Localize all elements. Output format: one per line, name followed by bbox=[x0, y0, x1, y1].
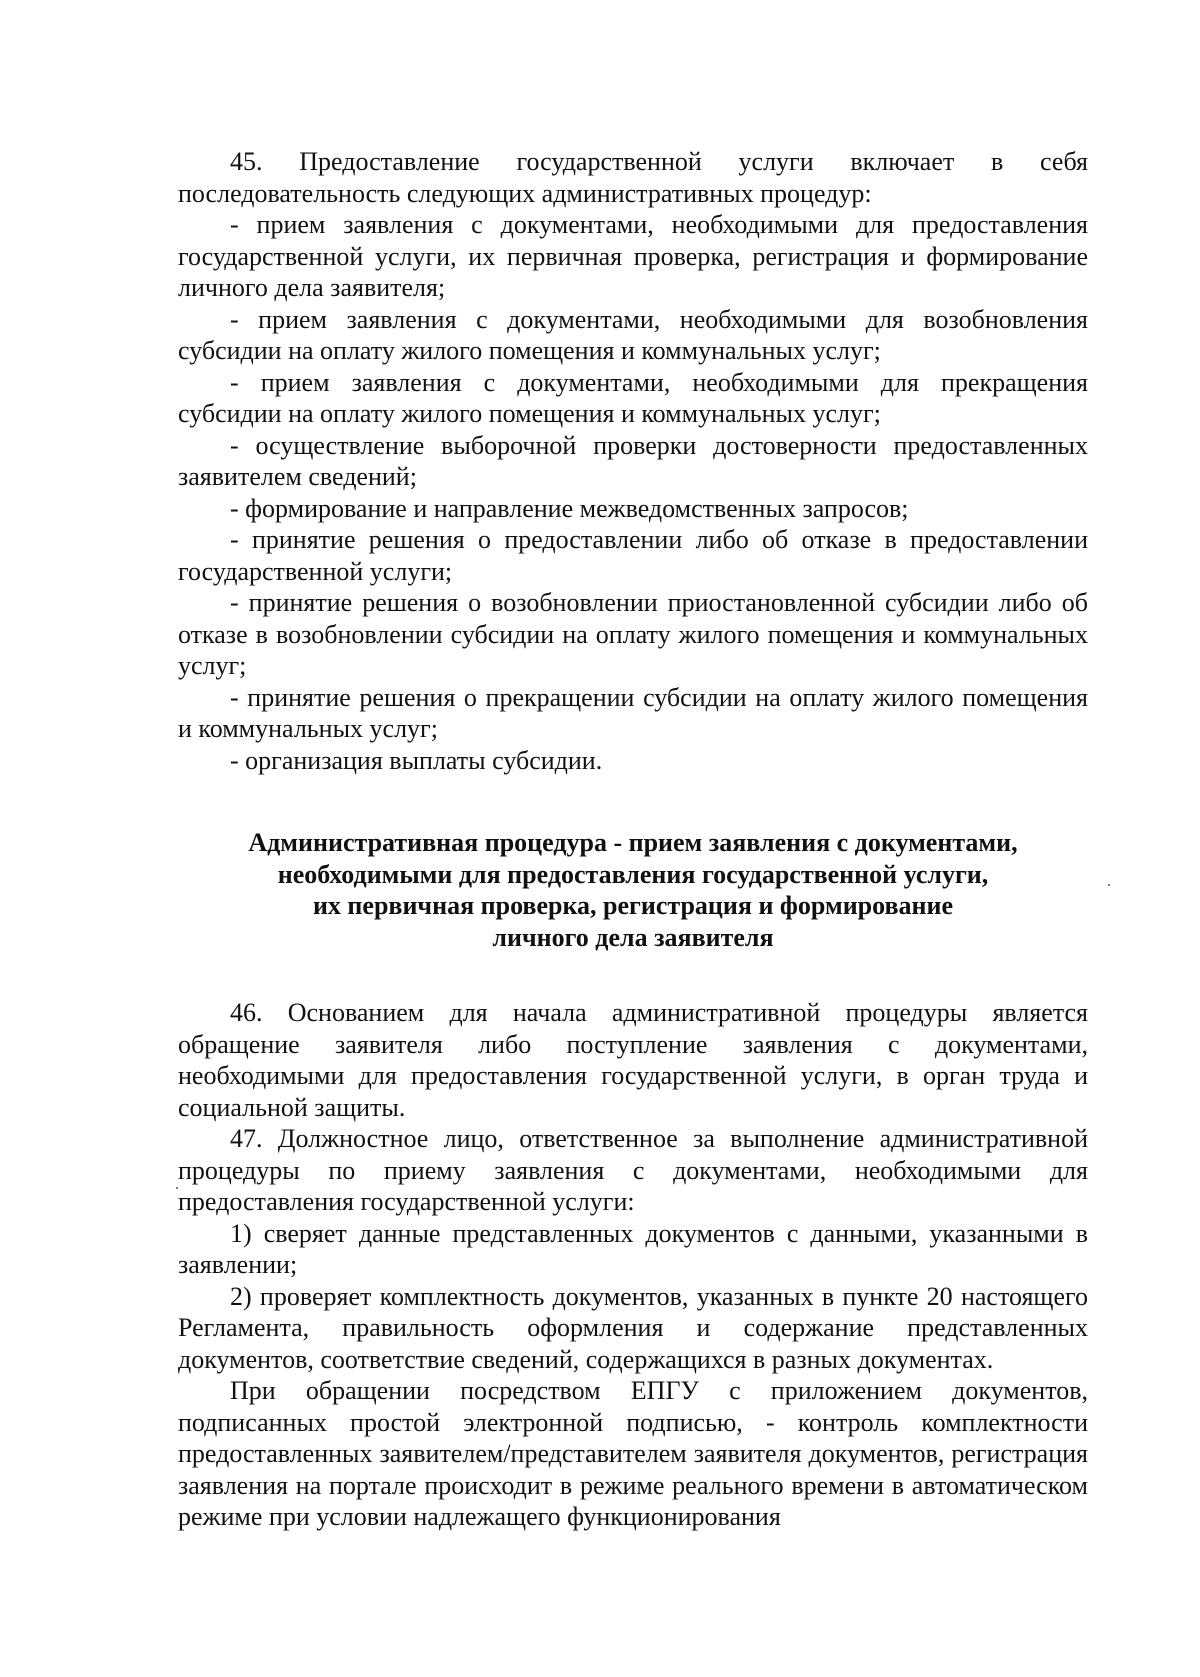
procedure-item: - принятие решения о прекращении субсидии на оплату жилого помещения и коммунальных услуг; bbox=[178, 682, 1088, 743]
procedure-item: - прием заявления с документами, необходимыми для прекращения субсидии на оплату жилого помещения и коммунальных услуг; bbox=[178, 367, 1088, 428]
document-page bbox=[178, 146, 1088, 1533]
procedure-item: - принятие решения о предоставлении либо об отказе в предоставлении государственной услуги; bbox=[178, 525, 1088, 586]
heading-line: необходимыми для предоставления государственной услуги, bbox=[277, 859, 989, 889]
section-47-item-1: 1) сверяет данные представленных документов с данными, указанными в заявлении; bbox=[178, 1218, 1088, 1279]
section-47-item-2: 2) проверяет комплектность документов, указанных в пункте 20 настоящего Регламента, правильность оформления и содержание представленных документов, соответствие сведений, содержащихся в разных документах. bbox=[178, 1281, 1088, 1374]
section-heading bbox=[178, 827, 1088, 953]
section-45-intro: 45. Предоставление государственной услуги включает в себя последовательность следующих административных процедур: bbox=[178, 147, 1088, 208]
scan-speck bbox=[176, 1187, 178, 1189]
procedure-item: - организация выплаты субсидии. bbox=[230, 745, 603, 775]
procedure-item: - прием заявления с документами, необходимыми для возобновления субсидии на оплату жилого помещения и коммунальных услуг; bbox=[178, 304, 1088, 365]
procedure-item: - прием заявления с документами, необходимыми для предоставления государственной услуги, их первичная проверка, регистрация и формирование личного дела заявителя; bbox=[178, 210, 1088, 302]
procedure-item: - осуществление выборочной проверки достоверности предоставленных заявителем сведений; bbox=[178, 430, 1088, 491]
heading-line: личного дела заявителя bbox=[492, 922, 774, 952]
heading-line: Административная процедура - прием заявления с документами, bbox=[248, 828, 1018, 857]
scan-speck bbox=[1108, 884, 1110, 886]
section-47-epgu-text: При обращении посредством ЕПГУ с приложением документов, подписанных простой электронной подписью, - контроль комплектности предоставленных заявителем/представителем заявителя документов, регистрация заявления на портале происходит в режиме реального времени в автоматическом режиме при условии надлежащего функционирования bbox=[178, 1376, 1088, 1531]
procedure-item: - принятие решения о возобновлении приостановленной субсидии либо об отказе в возобновлении субсидии на оплату жилого помещения и коммунальных услуг; bbox=[178, 588, 1088, 680]
section-46-text: 46. Основанием для начала административной процедуры является обращение заявителя либо поступление заявления с документами, необходимыми для предоставления государственной услуги, в орган труда и социальной защиты. bbox=[178, 998, 1088, 1122]
heading-line: их первичная проверка, регистрация и формирование bbox=[312, 891, 954, 920]
procedure-item: - формирование и направление межведомственных запросов; bbox=[230, 493, 909, 523]
section-47-intro: 47. Должностное лицо, ответственное за выполнение административной процедуры по приему заявления с документами, необходимыми для предоставления государственной услуги: bbox=[178, 1124, 1088, 1216]
